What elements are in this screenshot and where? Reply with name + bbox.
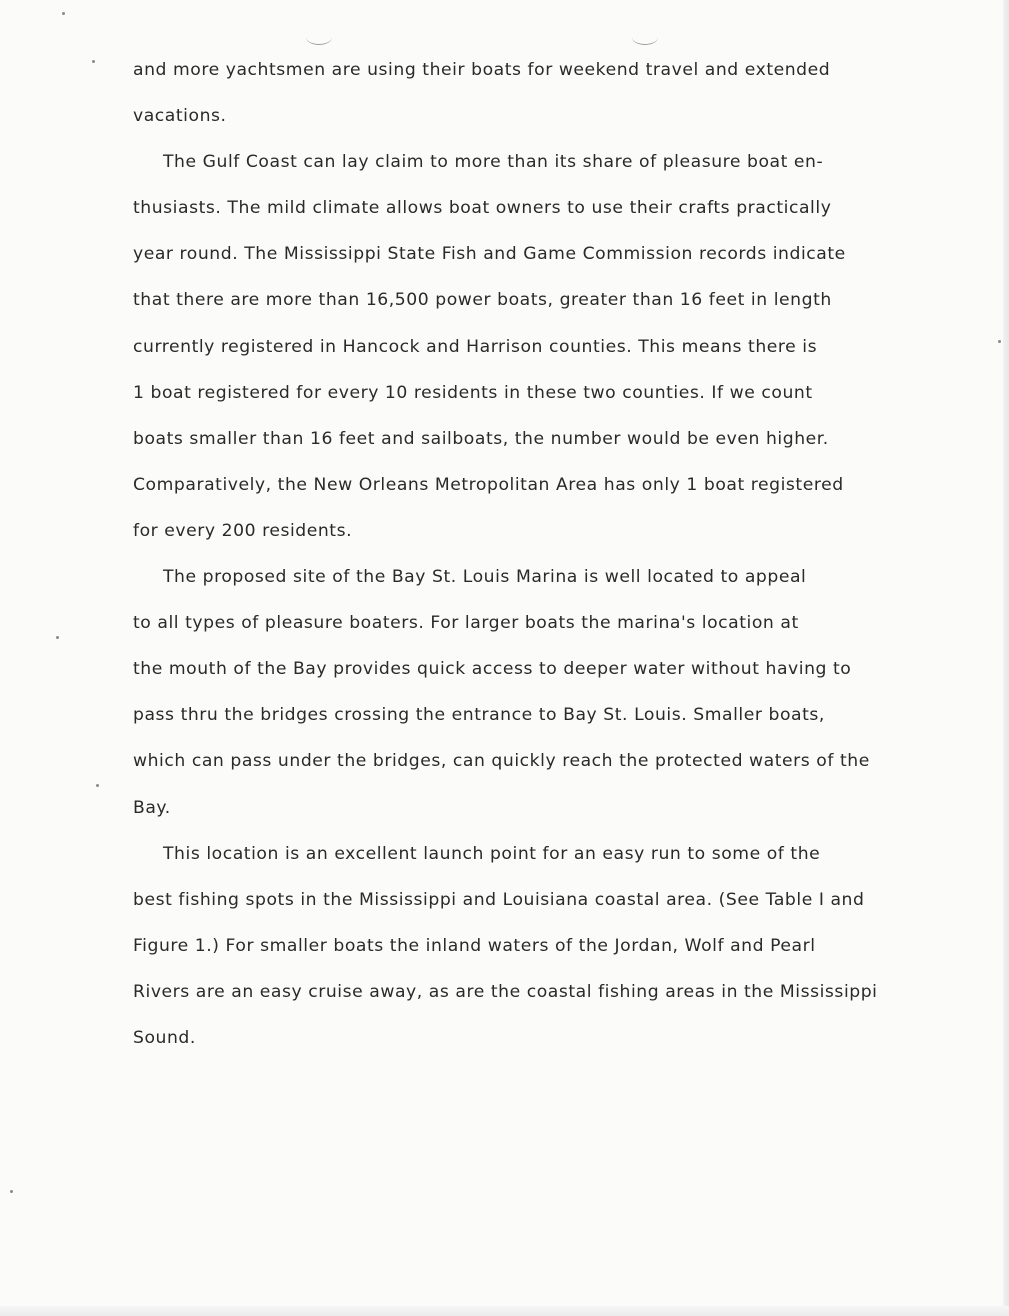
text-line: Sound.: [133, 1027, 196, 1048]
text-line: boats smaller than 16 feet and sailboats, the number would be even higher.: [133, 428, 829, 449]
binding-mark-right: [632, 30, 658, 45]
text-line: thusiasts. The mild climate allows boat owners to use their crafts practically: [133, 198, 832, 219]
text-line: Comparatively, the New Orleans Metropolitan Area has only 1 boat registered: [133, 474, 844, 495]
scan-speck: [998, 340, 1001, 343]
text-line: best fishing spots in the Mississippi and Louisiana coastal area. (See Table I and: [133, 889, 865, 910]
text-line: pass thru the bridges crossing the entrance to Bay St. Louis. Smaller boats,: [133, 705, 825, 726]
body-text: [133, 52, 969, 1066]
scan-speck: [10, 1190, 13, 1193]
page-right-edge: [1003, 0, 1009, 1316]
text-line: currently registered in Hancock and Harrison counties. This means there is: [133, 336, 818, 357]
text-line: to all types of pleasure boaters. For larger boats the marina's location at: [133, 613, 799, 634]
text-line: Bay.: [133, 797, 171, 818]
text-line: Figure 1.) For smaller boats the inland waters of the Jordan, Wolf and Pearl: [133, 935, 816, 956]
scan-speck: [62, 12, 65, 15]
text-line: Rivers are an easy cruise away, as are the coastal fishing areas in the Mississippi: [133, 981, 878, 1002]
text-line: 1 boat registered for every 10 residents in these two counties. If we count: [133, 382, 813, 403]
text-line: which can pass under the bridges, can quickly reach the protected waters of the: [133, 751, 870, 772]
text-line: that there are more than 16,500 power boats, greater than 16 feet in length: [133, 290, 832, 311]
text-line: vacations.: [133, 106, 227, 127]
scan-speck: [96, 784, 99, 787]
paragraph-first-line: The proposed site of the Bay St. Louis Marina is well located to appeal: [163, 567, 807, 588]
scan-speck: [56, 636, 59, 639]
binding-mark-left: [306, 30, 332, 45]
text-line: for every 200 residents.: [133, 520, 353, 541]
paragraph-first-line: This location is an excellent launch point for an easy run to some of the: [163, 843, 821, 864]
text-line: the mouth of the Bay provides quick access to deeper water without having to: [133, 659, 852, 680]
page-bottom-edge: [0, 1306, 1009, 1316]
paragraph-first-line: The Gulf Coast can lay claim to more than its share of pleasure boat en-: [163, 152, 824, 173]
scan-speck: [92, 60, 95, 63]
text-line: year round. The Mississippi State Fish and Game Commission records indicate: [133, 244, 846, 265]
text-line: and more yachtsmen are using their boats for weekend travel and extended: [133, 60, 831, 80]
